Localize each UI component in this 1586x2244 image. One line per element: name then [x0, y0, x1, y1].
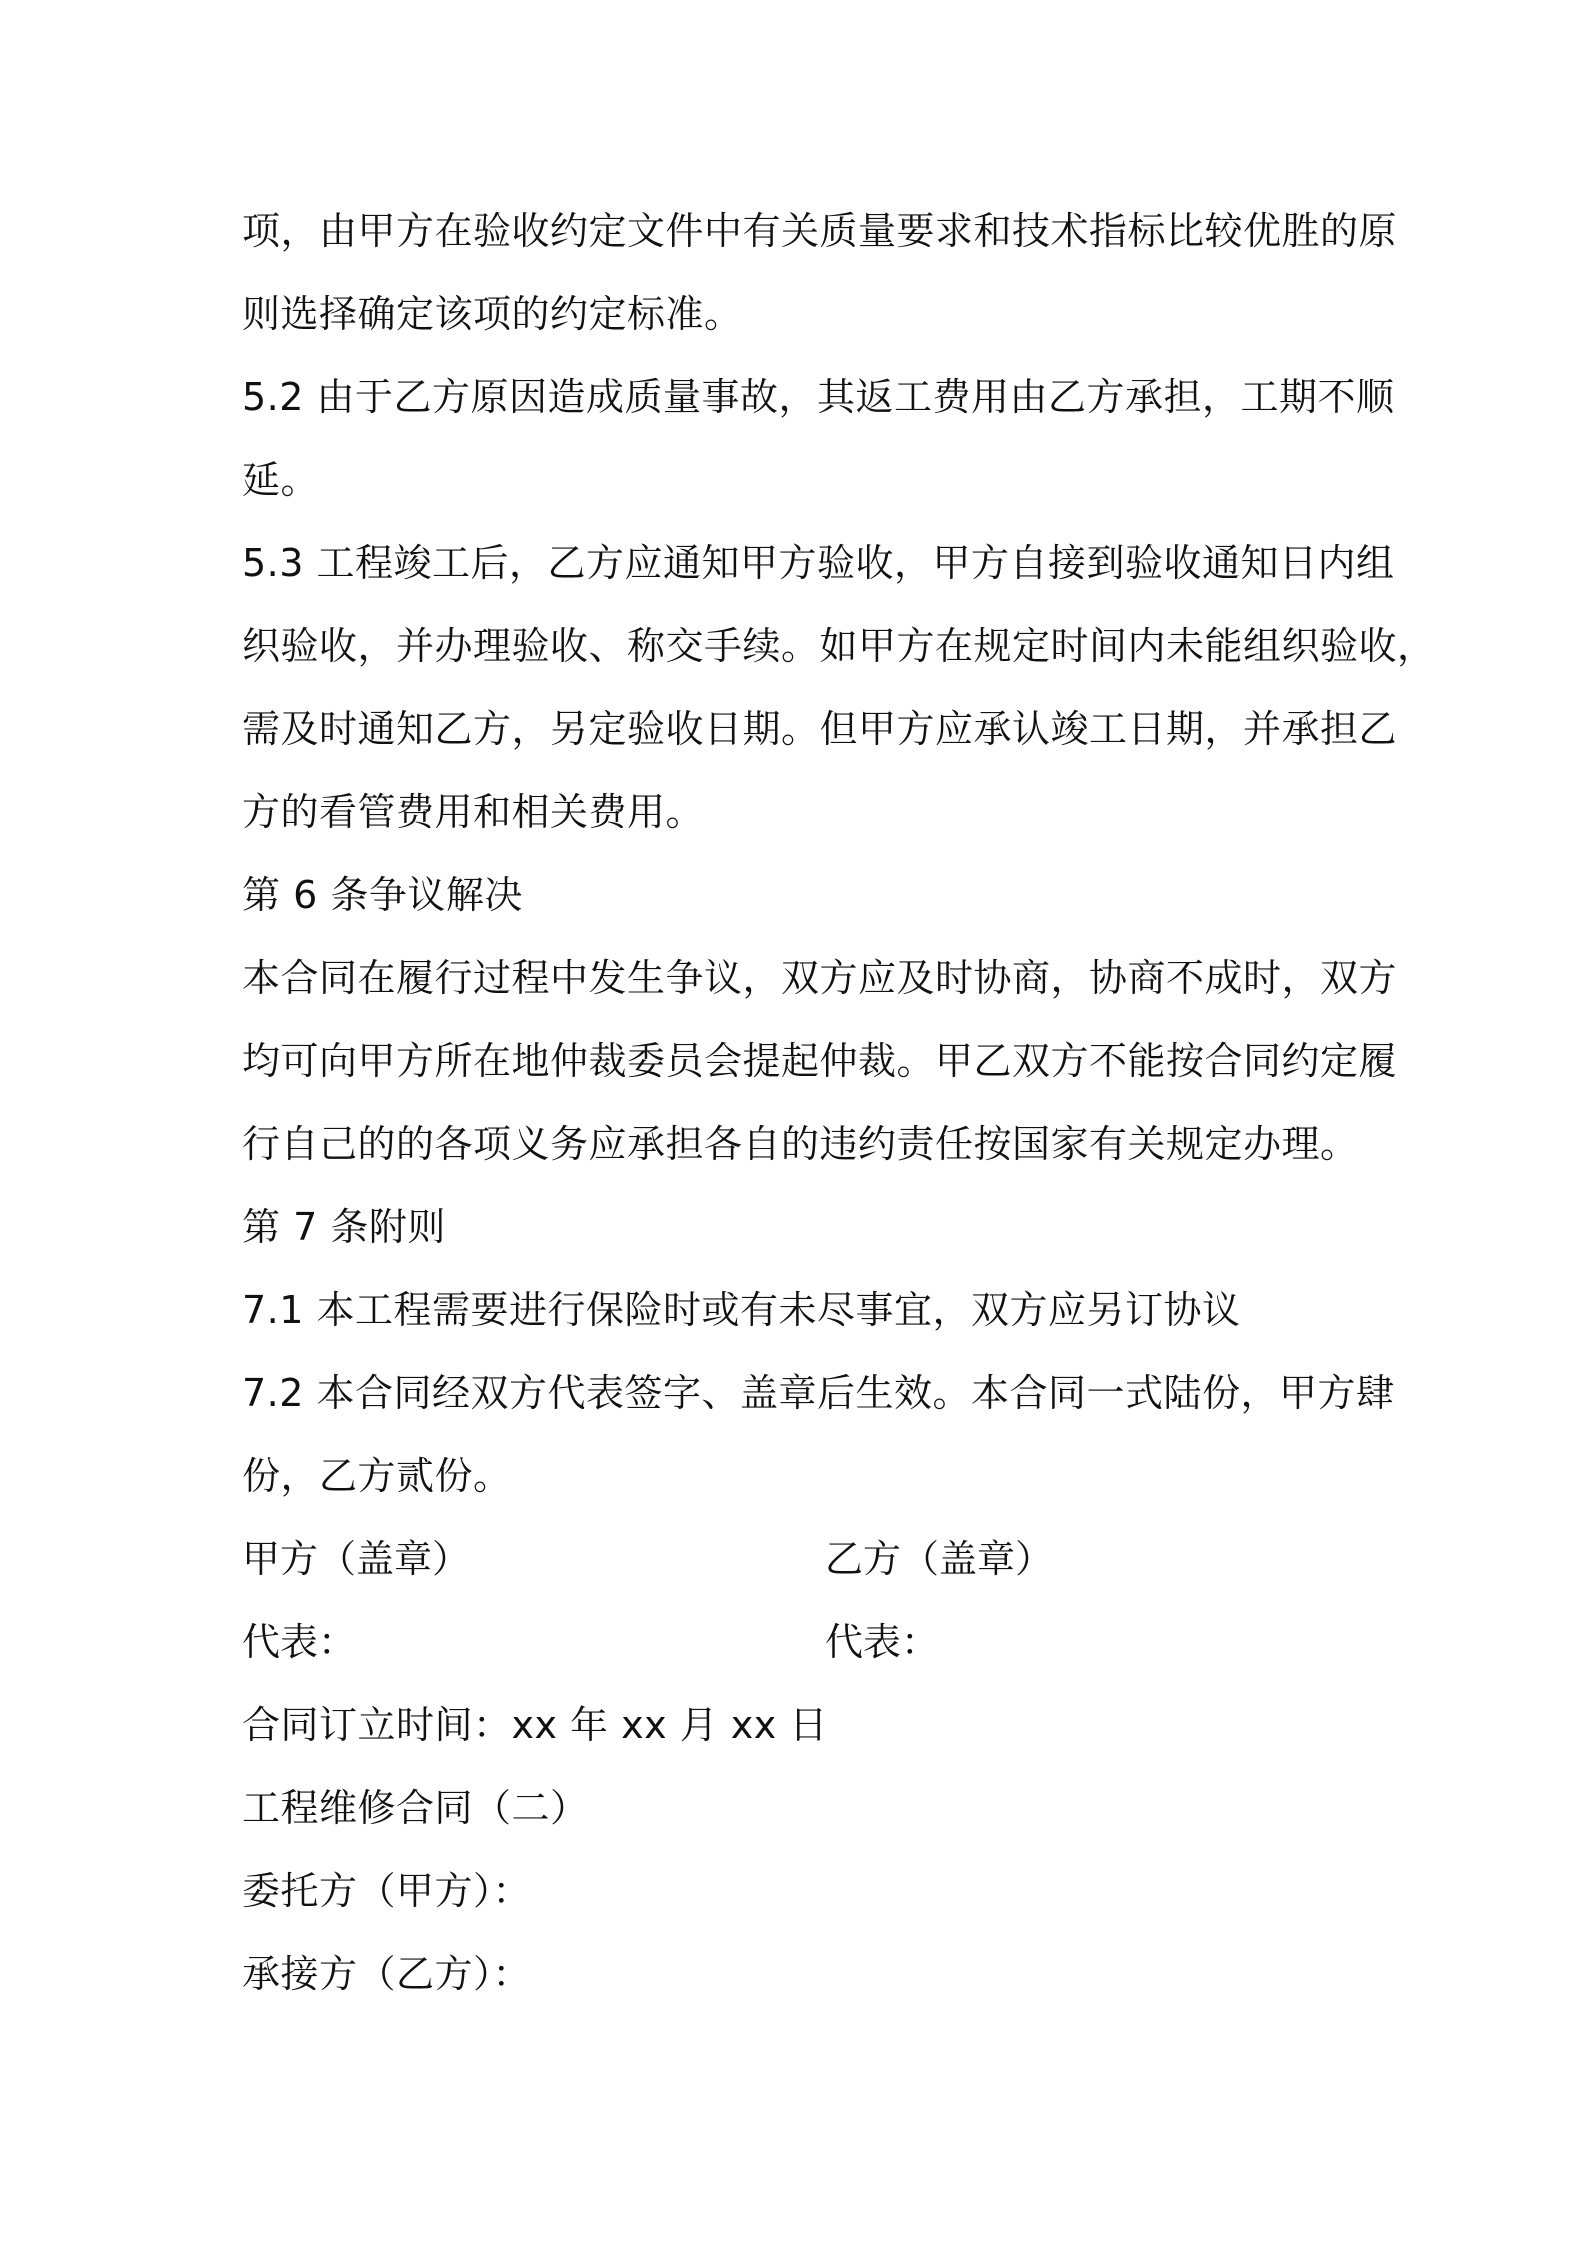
- party-a-rep-label: 代表：: [242, 1620, 357, 1664]
- party-b-rep-label: 代表：: [825, 1620, 940, 1664]
- clause-5-3-line: 织验收，并办理验收、称交手续。如甲方在规定时间内未能组织验收，: [242, 624, 1436, 668]
- clause-5-2-line: 延。: [242, 458, 320, 502]
- clause-5-2-line: 5.2 由于乙方原因造成质量事故，其返工费用由乙方承担，工期不顺: [242, 375, 1395, 419]
- representative-row: [242, 1601, 1362, 1684]
- paragraph-line: 则选择确定该项的约定标准。: [242, 292, 743, 336]
- clause-7-2-line: 份，乙方贰份。: [242, 1454, 512, 1498]
- article-6-line: 本合同在履行过程中发生争议，双方应及时协商，协商不成时，双方: [242, 956, 1398, 1000]
- article-6-heading: 第 6 条争议解决: [242, 873, 523, 917]
- party-b-seal-label: 乙方（盖章）: [825, 1537, 1054, 1581]
- clause-5-3-line: 需及时通知乙方，另定验收日期。但甲方应承认竣工日期，并承担乙: [242, 707, 1398, 751]
- clause-5-3-line: 方的看管费用和相关费用。: [242, 790, 705, 834]
- clause-5-3-line: 5.3 工程竣工后，乙方应通知甲方验收，甲方自接到验收通知日内组: [242, 541, 1395, 585]
- paragraph-line: 项，由甲方在验收约定文件中有关质量要求和技术指标比较优胜的原: [242, 209, 1398, 253]
- contractor-party-line: 承接方（乙方）：: [242, 1952, 532, 1996]
- seal-row: [242, 1518, 1362, 1601]
- article-7-heading: 第 7 条附则: [242, 1205, 446, 1249]
- clause-7-1-line: 7.1 本工程需要进行保险时或有未尽事宜，双方应另订协议: [242, 1288, 1241, 1332]
- document-body: [242, 190, 1436, 2016]
- party-a-seal-label: 甲方（盖章）: [242, 1537, 471, 1581]
- article-6-line: 行自己的的各项义务应承担各自的违约责任按国家有关规定办理。: [242, 1122, 1359, 1166]
- contract-date-line: 合同订立时间：xx 年 xx 月 xx 日: [242, 1703, 828, 1747]
- second-contract-title: 工程维修合同（二）: [242, 1786, 589, 1830]
- client-party-line: 委托方（甲方）：: [242, 1869, 532, 1913]
- article-6-line: 均可向甲方所在地仲裁委员会提起仲裁。甲乙双方不能按合同约定履: [242, 1039, 1398, 1083]
- clause-7-2-line: 7.2 本合同经双方代表签字、盖章后生效。本合同一式陆份，甲方肆: [242, 1371, 1395, 1415]
